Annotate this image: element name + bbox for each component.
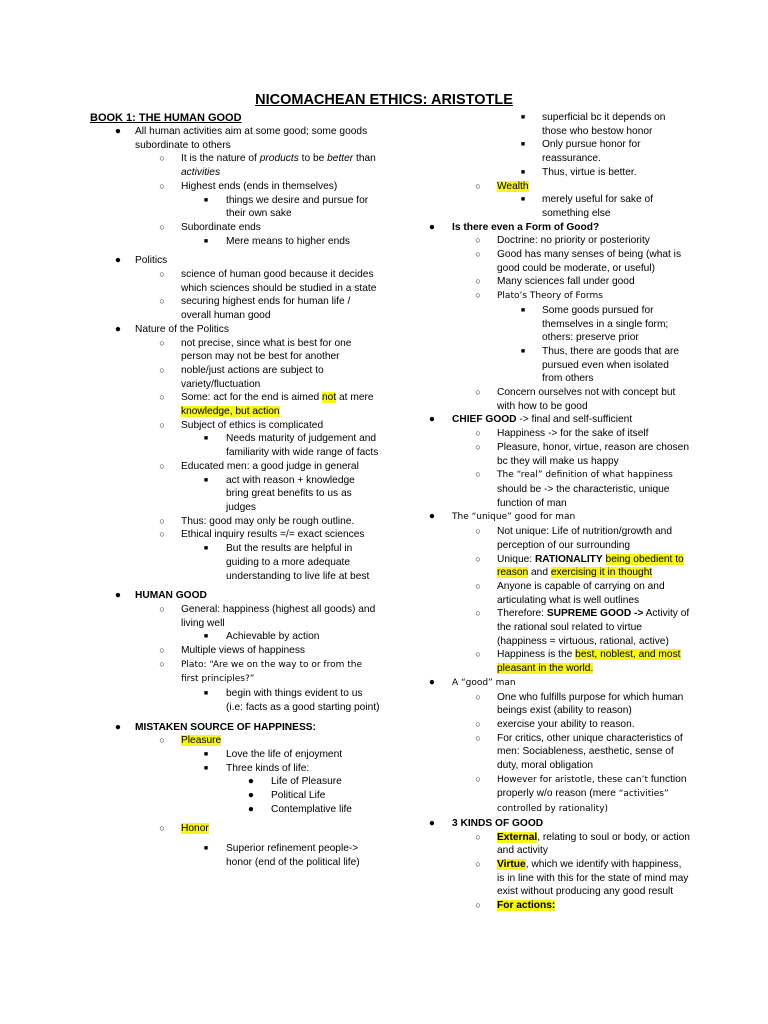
bullet-icon: ■ [203,237,209,245]
bullet-icon: ● [247,803,255,815]
list-item [420,221,690,235]
list-item [420,166,690,180]
right-column [420,111,690,913]
bullet-icon: ● [428,414,436,426]
item-text: Achievable by action [226,631,320,643]
item-text: Politics [135,255,168,267]
item-text: products [259,153,299,165]
highlighted-text: Pleasure [181,735,222,747]
right-outline [420,111,690,913]
list-item [420,413,690,427]
item-text: “activities” controlled by rationality) [497,789,669,815]
bullet-icon: ● [247,790,255,802]
item-text: Anyone is capable of carrying on and articulating what is well outlines [497,580,665,606]
list-item [420,648,690,675]
item-text: securing highest ends for human life / overall human good [181,296,351,322]
bullet-icon: ○ [159,364,165,375]
item-text: Three kinds of life: [226,762,310,774]
list-item [420,111,690,138]
bullet-icon: ● [428,817,436,829]
highlighted-text: Honor [181,823,209,835]
bullet-icon: ○ [475,732,481,743]
list-item [420,441,690,468]
bullet-icon: ■ [520,196,526,204]
item-text: , which we identify with happiness, is in line with this for the state of mind may exist without producing any good result [497,858,689,898]
list-item [90,630,380,644]
list-item [90,528,380,542]
bullet-icon: ○ [159,419,165,430]
list-item [90,194,380,221]
highlighted-text: being obedient to reason [497,553,684,579]
bullet-icon: ○ [159,392,165,403]
item-text: -> final and self-sufficient [516,414,633,426]
bullet-icon: ○ [159,735,165,746]
bullet-icon: ○ [475,441,481,452]
bullet-icon: ○ [475,773,481,784]
list-item [90,221,380,235]
item-text: CHIEF GOOD [452,414,517,426]
item-text: Superior refinement people-> honor (end of the political life) [226,843,360,868]
list-item [420,138,690,165]
item-text: exercise your ability to reason. [497,718,635,730]
highlighted-text: knowledge, but action [181,406,280,418]
item-text: Needs maturity of judgement and familiarity with wide range of facts [226,433,379,459]
list-item [90,474,380,515]
bullet-icon: ○ [159,180,165,191]
bullet-icon: ● [114,721,122,733]
list-item [90,254,380,268]
list-item [90,748,380,762]
list-item [420,676,690,691]
list-item [90,721,380,735]
item-text: Subject of ethics is complicated [181,419,324,431]
bullet-icon: ■ [203,690,209,698]
highlighted-text: exercising it in thought [550,567,653,579]
bullet-icon: ■ [203,764,209,772]
bullet-icon: ○ [475,858,481,869]
item-text: noble/just actions are subject to variety/fluctuation [181,364,324,390]
item-text: Educated men: a good judge in general [181,460,359,472]
list-item [90,603,380,630]
bullet-icon: ○ [159,823,165,834]
bullet-icon: ○ [475,718,481,729]
list-item [90,337,380,364]
bullet-icon: ○ [475,276,481,287]
list-item [420,691,690,718]
item-text: , relating to soul or body, or action and activity [497,831,690,857]
list-item [420,831,690,858]
item-text: function properly w/o reason (mere [497,773,687,800]
item-text: and [528,567,551,579]
list-item [420,289,690,304]
highlighted-text: best, noblest, and most pleasant in the world. [497,649,681,675]
item-text: Subordinate ends [181,221,261,233]
bullet-icon: ■ [520,306,526,314]
bullet-icon: ○ [159,337,165,348]
bullet-icon: ● [428,221,436,233]
item-text: HUMAN GOOD [135,590,207,602]
item-text: begin with things evident to us (i.e: facts as a good starting point) [226,688,380,713]
item-text: One who fulfills purpose for which human beings exist (ability to reason) [497,691,684,717]
bullet-icon: ■ [203,476,209,484]
item-text: Multiple views of happiness [181,645,306,657]
item-text: Therefore: [497,608,547,620]
item-text: merely useful for sake of something else [542,194,653,219]
bullet-icon: ○ [159,221,165,232]
list-item [90,589,380,603]
item-text: RATIONALITY [534,553,603,565]
list-item [420,510,690,525]
list-item [420,275,690,289]
bullet-icon: ○ [475,428,481,439]
item-text: Mere means to higher ends [226,235,351,247]
bullet-icon: ○ [159,645,165,656]
item-text: Doctrine: no priority or posteriority [497,235,650,247]
bullet-icon: ○ [475,649,481,660]
list-item [90,687,380,714]
item-text: to be [298,153,328,165]
list-item [90,789,380,803]
bullet-icon: ○ [159,269,165,280]
item-text: For critics, other unique characteristics of men: Sociableness, aesthetic, sense of duty, moral obligation [497,732,683,772]
bullet-icon: ■ [520,347,526,355]
bullet-icon: ● [428,676,436,688]
list-item [420,193,690,220]
item-text: not precise, since what is best for one person may not be best for another [181,337,352,363]
bullet-icon: ○ [159,529,165,540]
list-item [420,817,690,831]
left-column [90,111,380,870]
list-item [420,386,690,413]
item-text: MISTAKEN SOURCE OF HAPPINESS: [135,721,316,733]
list-item [90,515,380,529]
document-title: NICOMACHEAN ETHICS: ARISTOTLE [255,92,513,108]
list-item [90,432,380,459]
bullet-icon: ○ [159,153,165,164]
item-text: than [353,153,376,165]
item-text: However for aristotle, these can’t [497,774,648,785]
bullet-icon: ○ [475,235,481,246]
item-text: Thus: good may only be rough outline. [181,515,355,527]
item-text: It is the nature of [181,153,260,165]
list-item [90,152,380,179]
list-item [90,391,380,418]
list-item [420,180,690,194]
bullet-icon: ■ [203,750,209,758]
list-item [420,468,690,510]
bullet-icon: ○ [159,515,165,526]
item-text: Some: act for the end is aimed [181,392,322,404]
bullet-icon: ○ [159,603,165,614]
section-heading: BOOK 1: THE HUMAN GOOD [90,112,242,124]
list-item [90,644,380,658]
highlighted-text: Wealth [497,180,529,192]
bullet-icon: ■ [203,196,209,204]
item-text: Ethical inquiry results =/= exact sciences [181,529,365,541]
item-text: Pleasure, honor, virtue, reason are chosen bc they will make us happy [497,441,689,467]
list-item [90,295,380,322]
list-item [420,234,690,248]
list-item [420,427,690,441]
bullet-icon: ○ [159,460,165,471]
bullet-icon: ■ [520,114,526,121]
item-text: But the results are helpful in guiding to a more adequate understanding to live life at best [226,543,370,582]
bullet-icon: ● [114,590,122,602]
list-item [90,658,380,687]
item-text: Concern ourselves not with concept but with how to be good [497,387,676,412]
item-text: Plato’s Theory of Forms [497,291,603,302]
bullet-icon: ○ [159,658,165,669]
bullet-icon: ○ [475,526,481,537]
item-text: act with reason + knowledge bring great benefits to us as judges [226,474,355,513]
list-item [420,525,690,552]
list-item [420,553,690,580]
left-outline [90,125,380,870]
item-text: Life of Pleasure [271,776,342,788]
item-text: A “good” man [452,677,516,688]
list-item [420,580,690,607]
highlighted-text: Virtue [497,858,526,870]
item-text: 3 KINDS OF GOOD [452,817,544,829]
bullet-icon: ■ [203,845,209,853]
bullet-icon: ● [428,511,436,523]
item-text: better [327,153,354,165]
bullet-icon: ○ [475,691,481,702]
list-item [90,235,380,249]
list-item [420,899,690,913]
bullet-icon: ■ [203,545,209,553]
list-item [90,842,380,869]
item-text: General: happiness (highest all goods) and living well [181,603,376,629]
item-text: All human activities aim at some good; some goods subordinate to others [135,126,368,151]
list-item [420,718,690,732]
item-text: Happiness is the [497,649,576,661]
bullet-icon: ○ [475,387,481,398]
item-text: at mere [336,392,374,404]
list-item [90,180,380,194]
bullet-icon: ○ [475,180,481,191]
item-text: Not unique: Life of nutrition/growth and perception of our surrounding [497,526,672,551]
bullet-icon: ● [114,323,122,335]
list-item [90,542,380,583]
item-text: Happiness -> for the sake of itself [497,428,649,440]
item-text: Nature of the Politics [135,323,229,335]
item-text: Highest ends (ends in themselves) [181,180,338,192]
item-text: Only pursue honor for reassurance. [542,139,641,165]
item-text: Some goods pursued for themselves in a single form; others: preserve prior [542,304,669,344]
list-item [90,419,380,433]
bullet-icon: ● [247,776,255,788]
list-item [90,762,380,776]
item-text: superficial bc it depends on those who bestow honor [542,112,666,137]
item-text: Love the life of enjoyment [226,748,343,760]
item-text: Political Life [271,790,326,802]
bullet-icon: ■ [520,168,526,176]
highlighted-text: not [322,392,337,404]
list-item [90,460,380,474]
bullet-icon: ○ [475,249,481,260]
list-item [420,607,690,648]
list-item [90,775,380,789]
list-item [90,803,380,817]
list-item [90,125,380,152]
item-text: Contemplative life [271,803,352,815]
item-text: Good has many senses of being (what is good could be moderate, or useful) [497,249,682,274]
list-item [90,734,380,748]
item-text: things we desire and pursue for their own sake [226,194,369,220]
bullet-icon: ■ [203,435,209,443]
highlighted-text: External [497,831,538,843]
list-item [420,345,690,386]
list-item [420,732,690,773]
item-text: Thus, virtue is better. [542,166,637,178]
item-text: Plato: “Are we on the way to or from the first principles?” [181,659,362,685]
bullet-icon: ○ [159,296,165,307]
bullet-icon: ○ [475,553,481,564]
bullet-icon: ■ [520,141,526,149]
item-text: should be -> the characteristic, unique function of man [497,483,670,509]
bullet-icon: ○ [475,290,481,301]
list-item [420,304,690,345]
bullet-icon: ○ [475,900,481,911]
list-item [90,822,380,836]
item-text: The “unique” good for man [452,512,576,523]
item-text: SUPREME GOOD -> [546,608,644,620]
item-text: Many sciences fall under good [497,276,635,288]
item-text: The “real” definition of what happiness [497,470,673,481]
item-text: activities [181,167,221,179]
item-text: Activity of the rational soul related to virtue (happiness = virtuous, rational, active) [497,608,690,647]
item-text: science of human good because it decides which sciences should be studied in a state [181,269,377,294]
bullet-icon: ● [114,126,122,137]
bullet-icon: ○ [475,831,481,842]
bullet-icon: ○ [475,608,481,619]
bullet-icon: ○ [475,469,481,480]
list-item [90,268,380,295]
bullet-icon: ■ [203,633,209,641]
item-text: Is there even a Form of Good? [452,221,600,233]
highlighted-text: For actions: [497,900,556,912]
list-item [90,364,380,391]
list-item [420,858,690,899]
list-item [90,323,380,337]
list-item [420,248,690,275]
list-item [420,773,690,817]
item-text: Thus, there are goods that are pursued even when isolated from others [542,345,680,385]
bullet-icon: ● [114,255,122,267]
bullet-icon: ○ [475,580,481,591]
item-text: Unique: [497,553,535,565]
